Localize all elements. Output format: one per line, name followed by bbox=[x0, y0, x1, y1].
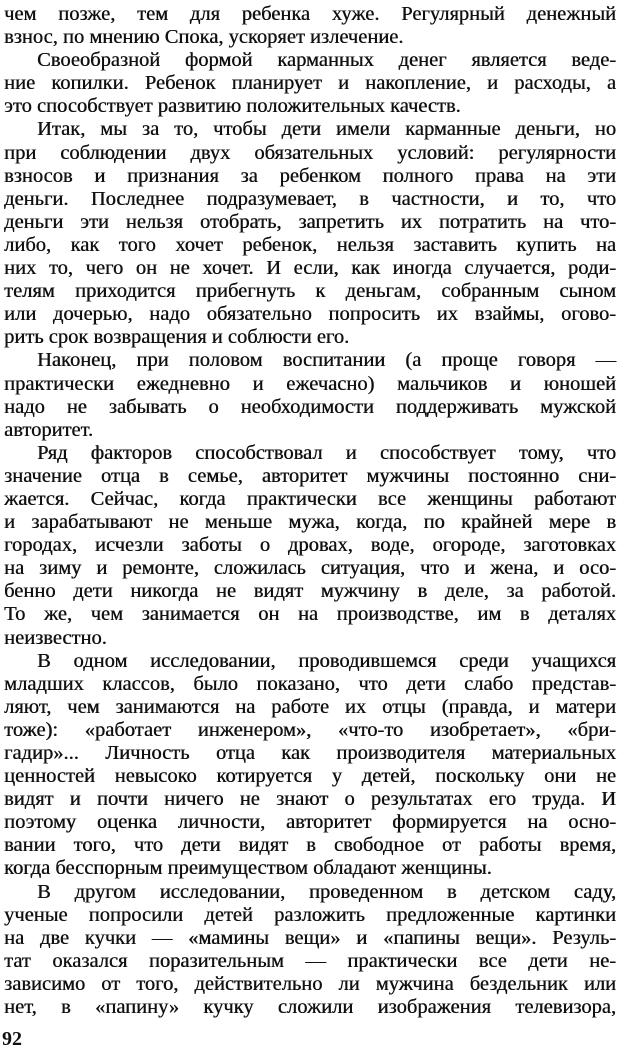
text-line: практически ежедневно и ежечасно) мальчиков и юношей bbox=[4, 372, 616, 395]
text-line: когда бесспорным преимуществом обладают женщины. bbox=[4, 857, 492, 880]
text-line: на две кучки — «мамины вещи» и «папины вещи». Резуль- bbox=[4, 926, 616, 949]
text-line: В другом исследовании, проведенном в детском саду, bbox=[37, 880, 616, 903]
text-line: взносов и признания за ребенком полного права на эти bbox=[4, 164, 616, 187]
text-line: неизвестно. bbox=[4, 626, 107, 649]
text-line: Своеобразной формой карманных денег является веде- bbox=[37, 49, 616, 72]
text-line: телям приходится прибегнуть к деньгам, собранным сыном bbox=[4, 280, 616, 303]
text-line: нет, в «папину» кучку сложили изображения телевизора, bbox=[4, 996, 616, 1019]
paragraph bbox=[4, 650, 616, 881]
text-line: авторитет. bbox=[4, 418, 94, 441]
text-line: надо не забывать о необходимости поддерживать мужской bbox=[4, 395, 616, 418]
text-line: это способствует развитию положительных качеств. bbox=[4, 95, 461, 118]
text-line: бенно дети никогда не видят мужчину в деле, за работой. bbox=[4, 580, 616, 603]
text-line: чем позже, тем для ребенка хуже. Регулярный денежный bbox=[4, 3, 616, 25]
text-line: ученые попросили детей разложить предложенные картинки bbox=[4, 903, 616, 926]
text-line: деньги. Последнее подразумевает, в частности, и то, что bbox=[4, 187, 616, 210]
paragraph bbox=[4, 881, 616, 1020]
text-line: тат оказался поразительным — практически все дети не- bbox=[4, 949, 616, 972]
text-line: городах, исчезли заботы о дровах, воде, огороде, заготовках bbox=[4, 534, 616, 557]
text-line: них то, чего он не хочет. И если, как иногда случается, роди- bbox=[4, 257, 616, 280]
paragraph bbox=[4, 49, 616, 118]
paragraph bbox=[4, 349, 616, 441]
text-line: при соблюдении двух обязательных условий: регулярности bbox=[4, 141, 616, 164]
text-line: взнос, по мнению Спока, ускоряет излечение. bbox=[4, 26, 404, 49]
text-line: и зарабатывают не меньше мужа, когда, по крайней мере в bbox=[4, 511, 616, 534]
text-line: Наконец, при половом воспитании (а проще говоря — bbox=[37, 349, 616, 372]
text-line: Ряд факторов способствовал и способствует тому, что bbox=[37, 441, 616, 464]
text-line: значение отца в семье, авторитет мужчины постоянно сни- bbox=[4, 464, 616, 487]
text-line: либо, как того хочет ребенок, нельзя заставить купить на bbox=[4, 233, 616, 256]
text-line: ляют, чем занимаются на работе их отцы (правда, и матери bbox=[4, 695, 616, 718]
page-body bbox=[4, 3, 616, 1019]
text-line: жается. Сейчас, когда практически все женщины работают bbox=[4, 487, 616, 510]
text-line: ценностей невысоко котируется у детей, поскольку они не bbox=[4, 765, 616, 788]
text-line: младших классов, было показано, что дети слабо представ- bbox=[4, 672, 616, 695]
text-line: гадир»... Личность отца как производителя материальных bbox=[4, 742, 616, 764]
paragraph bbox=[4, 442, 616, 650]
text-line: зависимо от того, действительно ли мужчина бездельник или bbox=[4, 972, 616, 995]
paragraph bbox=[4, 118, 616, 349]
paragraph bbox=[4, 3, 616, 49]
text-line: рить срок возвращения и соблюсти его. bbox=[4, 326, 350, 349]
text-line: деньги эти нельзя отобрать, запретить их потратить на что- bbox=[4, 210, 616, 233]
text-line: Итак, мы за то, чтобы дети имели карманные деньги, но bbox=[37, 118, 616, 141]
text-line: ние копилки. Ребенок планирует и накопление, и расходы, а bbox=[4, 72, 616, 95]
text-line: тоже): «работает инженером», «что-то изобретает», «бри- bbox=[4, 718, 616, 741]
text-line: В одном исследовании, проводившемся среди учащихся bbox=[37, 649, 616, 672]
text-line: на зиму и ремонте, сложилась ситуация, что и жена, и осо- bbox=[4, 557, 616, 580]
page-number: 92 bbox=[2, 1028, 22, 1050]
text-line: или дочерью, надо обязательно попросить их взаймы, огово- bbox=[4, 303, 616, 326]
text-line: вании того, что дети видят в свободное от работы время, bbox=[4, 834, 616, 857]
text-line: видят и почти ничего не знают о результатах его труда. И bbox=[4, 788, 616, 811]
text-line: поэтому оценка личности, авторитет формируется на осно- bbox=[4, 811, 616, 834]
text-line: То же, чем занимается он на производстве, им в деталях bbox=[4, 603, 616, 626]
